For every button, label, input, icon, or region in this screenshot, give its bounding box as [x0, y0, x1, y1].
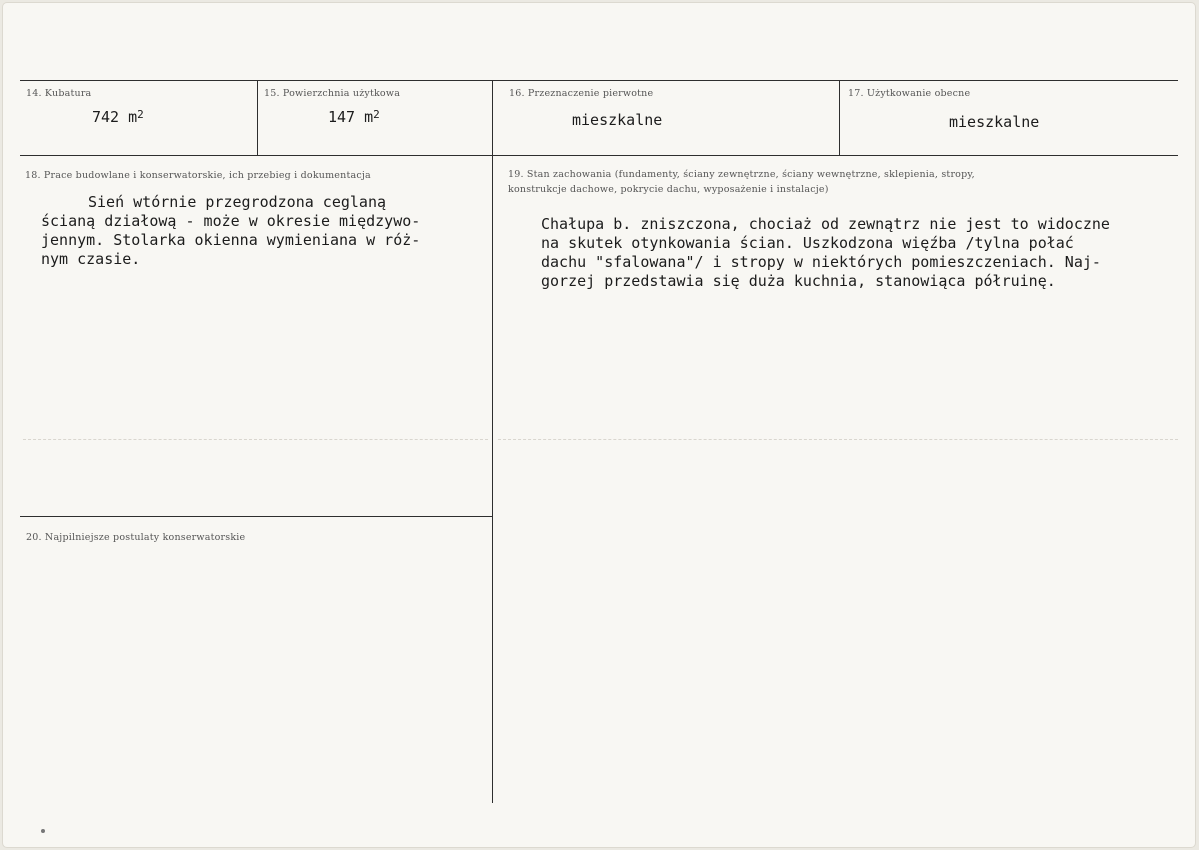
top-rule [20, 80, 1178, 81]
field16-value: mieszkalne [572, 111, 663, 129]
divider-15-16 [492, 80, 493, 155]
field17-value: mieszkalne [949, 113, 1040, 131]
field19-line-2: na skutek otynkowania ścian. Uszkodzona więźba /tylna połać [541, 234, 1074, 252]
paper-speck [41, 829, 45, 833]
field14-number: 742 m [92, 108, 138, 126]
field14-value [92, 108, 144, 128]
divider-16-17 [839, 80, 840, 155]
rule-18-20 [20, 516, 492, 517]
field19-line-4: gorzej przedstawia się duża kuchnia, stanowiąca półruinę. [541, 272, 1056, 290]
field15-number: 147 m [328, 108, 374, 126]
field19-line-1: Chałupa b. zniszczona, chociaż od zewnątrz nie jest to widoczne [541, 215, 1110, 233]
field14-label: 14. Kubatura [26, 88, 92, 99]
field20-label: 20. Najpilniejsze postulaty konserwatorskie [26, 532, 246, 543]
field15-label: 15. Powierzchnia użytkowa [264, 88, 401, 99]
field14-unit-exponent: 2 [137, 108, 144, 121]
field18-line-3: jennym. Stolarka okienna wymieniana w róż- [41, 231, 421, 249]
ghost-line [498, 439, 1178, 441]
ghost-line [23, 439, 488, 441]
field19-line-3: dachu "sfalowana"/ i stropy w niektórych pomieszczeniach. Naj- [541, 253, 1101, 271]
field18-line-4: nym czasie. [41, 250, 141, 268]
divider-18-19 [492, 155, 493, 803]
field17-label: 17. Użytkowanie obecne [848, 88, 971, 99]
field16-label: 16. Przeznaczenie pierwotne [509, 88, 654, 99]
divider-14-15 [257, 80, 258, 155]
row1-bottom-rule [20, 155, 1178, 156]
field15-unit-exponent: 2 [373, 108, 380, 121]
field19-label-line-1: 19. Stan zachowania (fundamenty, ściany zewnętrzne, ściany wewnętrzne, sklepienia, stropy, [508, 169, 975, 180]
record-card [3, 3, 1195, 847]
field18-label: 18. Prace budowlane i konserwatorskie, ich przebieg i dokumentacja [25, 170, 371, 181]
field19-label-line-2: konstrukcje dachowe, pokrycie dachu, wyposażenie i instalacje) [508, 184, 829, 195]
field18-line-2: ścianą działową - może w okresie międzywo- [41, 212, 421, 230]
field15-value [328, 108, 380, 128]
field18-line-1: Sień wtórnie przegrodzona ceglaną [88, 193, 387, 211]
